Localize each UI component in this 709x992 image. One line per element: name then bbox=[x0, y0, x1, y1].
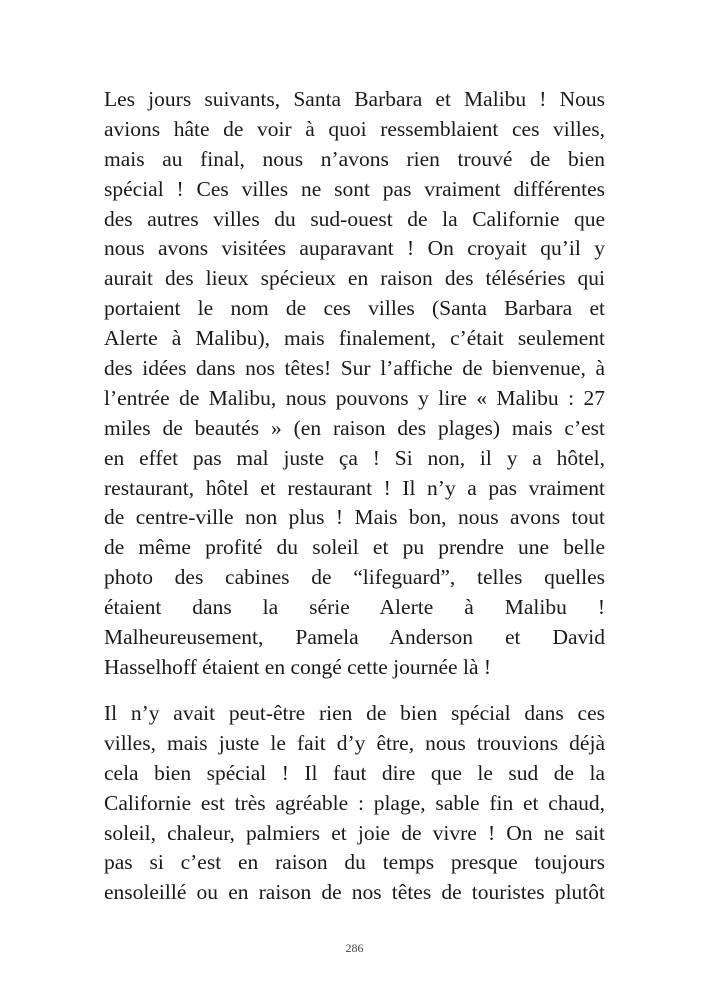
text-line: des idées dans nos têtes! Sur l’affiche de bienvenue, à bbox=[104, 356, 605, 381]
text-line: Californie est très agréable : plage, sable fin et chaud, bbox=[104, 790, 605, 815]
text-line: restaurant, hôtel et restaurant ! Il n’y a pas vraiment bbox=[104, 475, 605, 500]
text-line: en effet pas mal juste ça ! Si non, il y a hôtel, bbox=[104, 445, 605, 470]
text-line: mais au final, nous n’avons rien trouvé de bien bbox=[104, 146, 605, 171]
text-line: l’entrée de Malibu, nous pouvons y lire « Malibu : 27 bbox=[104, 385, 605, 410]
paragraph bbox=[104, 699, 605, 908]
text-line: cela bien spécial ! Il faut dire que le sud de la bbox=[104, 760, 605, 785]
text-line: de centre-ville non plus ! Mais bon, nous avons tout bbox=[104, 505, 605, 530]
text-line: photo des cabines de “lifeguard”, telles quelles bbox=[104, 565, 605, 590]
text-line: Les jours suivants, Santa Barbara et Malibu ! Nous bbox=[104, 87, 605, 111]
text-line: pas si c’est en raison du temps presque toujours bbox=[104, 850, 605, 875]
text-line: étaient dans la série Alerte à Malibu ! bbox=[104, 595, 605, 620]
text-line: miles de beautés » (en raison des plages) mais c’est bbox=[104, 415, 605, 440]
paragraph bbox=[104, 85, 605, 683]
text-line: de même profité du soleil et pu prendre une belle bbox=[104, 535, 605, 560]
text-line: ensoleillé ou en raison de nos têtes de touristes plutôt bbox=[104, 880, 605, 905]
text-line: villes, mais juste le fait d’y être, nous trouvions déjà bbox=[104, 730, 605, 755]
page-number: 286 bbox=[345, 941, 364, 955]
text-line: Malheureusement, Pamela Anderson et David bbox=[104, 625, 605, 650]
text-line: Hasselhoff étaient en congé cette journée là ! bbox=[104, 654, 492, 679]
text-line: soleil, chaleur, palmiers et joie de vivre ! On ne sait bbox=[104, 820, 605, 845]
text-line: Il n’y avait peut-être rien de bien spécial dans ces bbox=[104, 701, 605, 725]
text-line: spécial ! Ces villes ne sont pas vraiment différentes bbox=[104, 176, 605, 201]
text-line: aurait des lieux spécieux en raison des téléséries qui bbox=[104, 266, 605, 291]
text-line: Alerte à Malibu), mais finalement, c’était seulement bbox=[104, 326, 605, 351]
text-line: des autres villes du sud-ouest de la Californie que bbox=[104, 206, 605, 231]
text-line: avions hâte de voir à quoi ressemblaient ces villes, bbox=[104, 116, 605, 141]
text-line: portaient le nom de ces villes (Santa Barbara et bbox=[104, 296, 605, 321]
text-line: nous avons visitées auparavant ! On croyait qu’il y bbox=[104, 236, 605, 261]
